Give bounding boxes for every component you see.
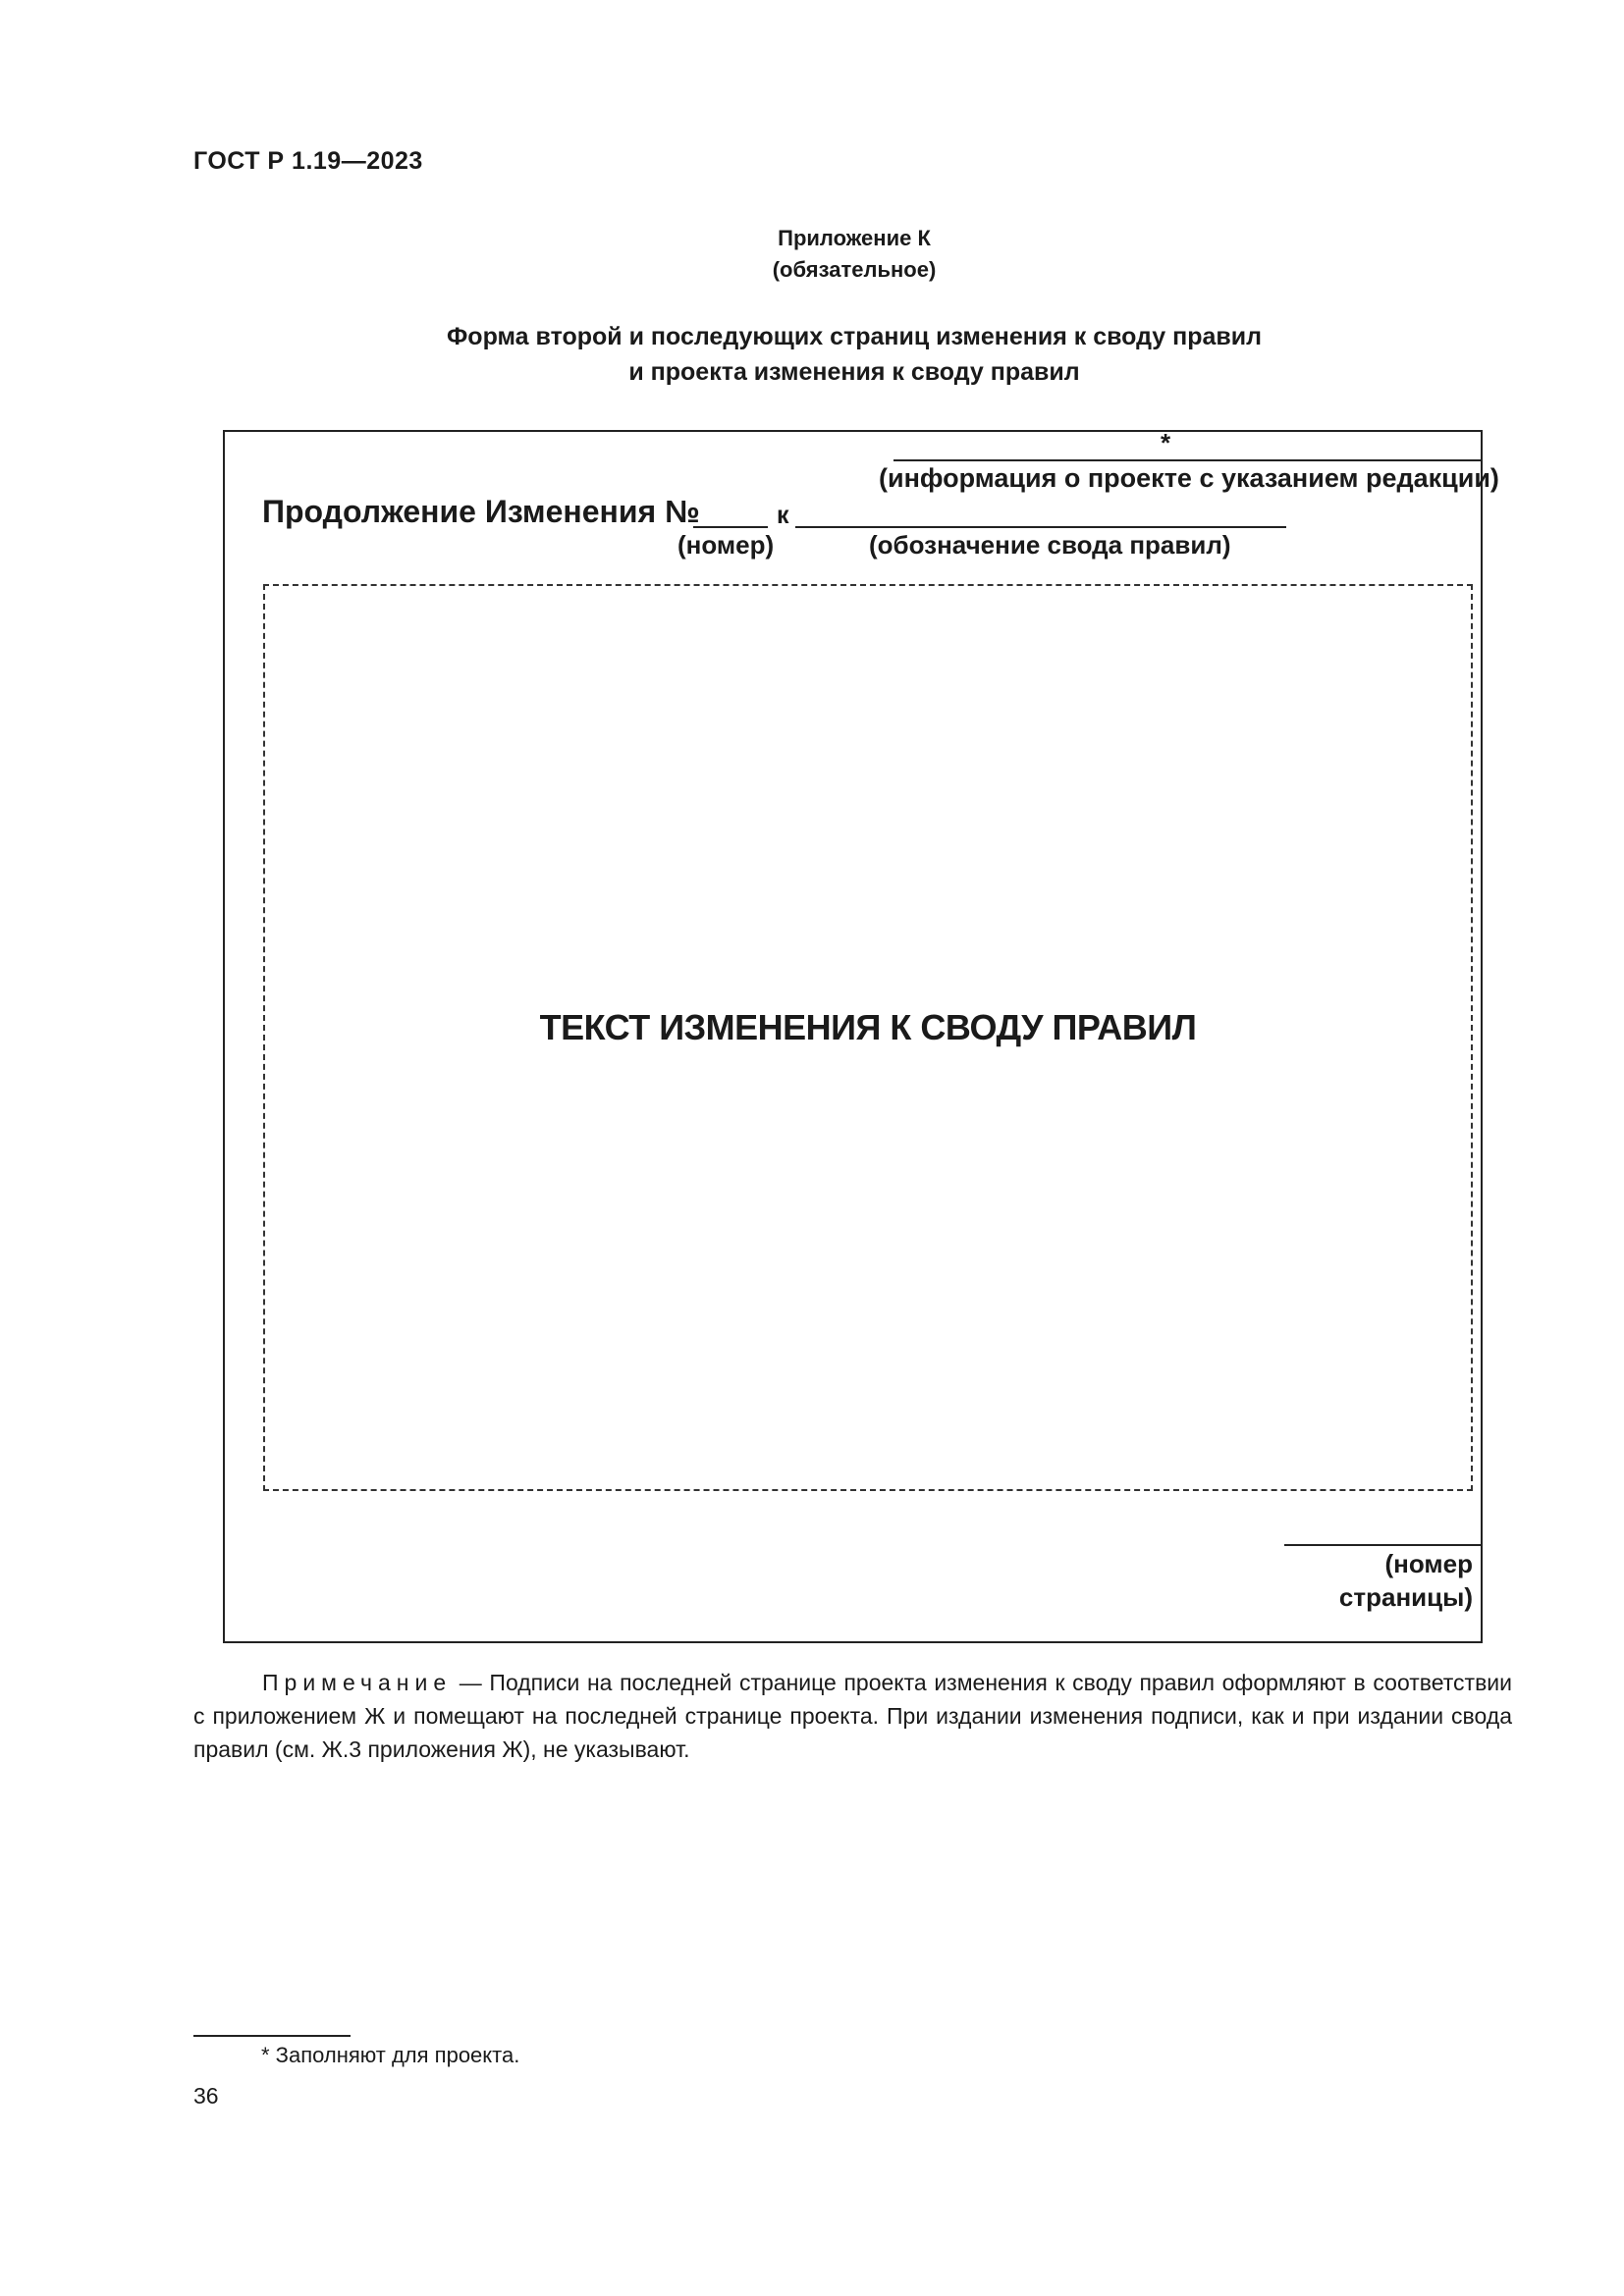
footnote-star-mark: * — [1161, 428, 1171, 457]
number-caption: (номер) — [677, 530, 775, 560]
change-number-underline — [693, 526, 768, 528]
form-heading-line-1: Форма второй и последующих страниц изменения к своду правил — [446, 323, 1263, 350]
footnote-text: * Заполняют для проекта. — [261, 2043, 520, 2067]
note-text: — Подписи на последней странице проекта изменения к своду правил оформляют в соответствии с приложением Ж и помещают на последней странице проекта. При издании изменения подписи, как и при издании свода правил (см. Ж.3 приложения Ж), не указывают. — [193, 1670, 1512, 1762]
note-label: Примечание — [262, 1670, 453, 1695]
page-number-underline — [1284, 1544, 1483, 1546]
annex-status: (обязательное) — [772, 257, 937, 282]
change-text-placeholder: ТЕКСТ ИЗМЕНЕНИЯ К СВОДУ ПРАВИЛ — [539, 1007, 1197, 1047]
annex-title: Приложение К — [778, 226, 931, 250]
code-designation-caption: (обозначение свода правил) — [869, 530, 1231, 560]
page-number-caption-line-1: (номер — [1384, 1549, 1473, 1578]
project-info-caption: (информация о проекте с указанием редакции) — [879, 463, 1499, 493]
footnote-separator — [193, 2035, 351, 2037]
form-heading — [0, 319, 1624, 390]
note-paragraph — [193, 1666, 1512, 1766]
page-number-caption — [1306, 1547, 1473, 1614]
form-heading-line-2: и проекта изменения к своду правил — [628, 358, 1080, 386]
continuation-label: Продолжение Изменения № — [262, 494, 700, 529]
page-number-caption-line-2: страницы) — [1338, 1582, 1473, 1612]
project-info-underline — [893, 459, 1483, 461]
standard-id: ГОСТ Р 1.19—2023 — [193, 147, 423, 175]
code-designation-underline — [795, 526, 1286, 528]
page-number: 36 — [193, 2083, 219, 2109]
to-label: к — [777, 502, 789, 529]
